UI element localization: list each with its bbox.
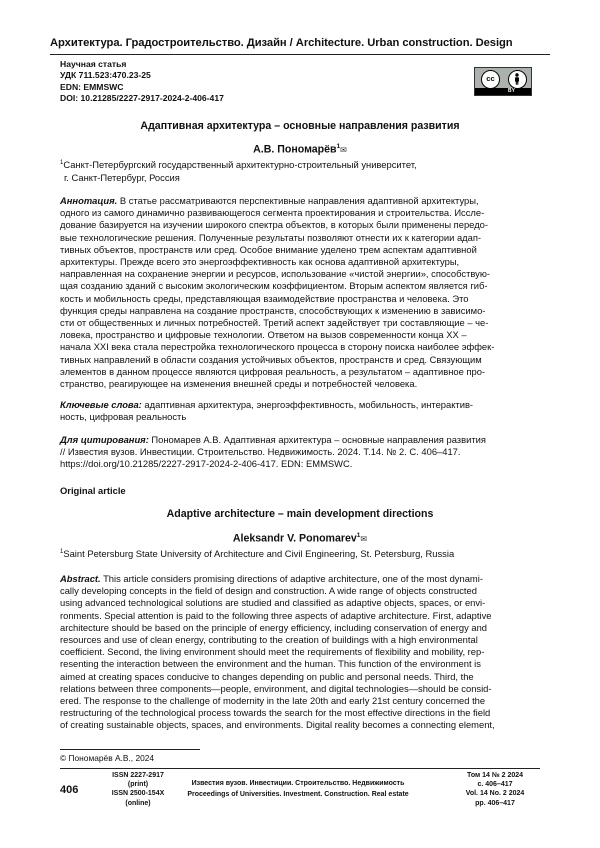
article-meta	[60, 59, 224, 104]
abstract-line: ronments. Special attention is paid to the following three aspects of adaptive architecture. First, adaptive	[60, 609, 492, 621]
abstract-line: функция среды направлена на создание пространств, способствующих к изменению в зависимо-	[60, 304, 486, 316]
issn-online: ISSN 2500-154X	[111, 790, 165, 798]
abstract-line: using advanced technological solutions are studied and classified as adaptive objects, spaces, or envi-	[60, 597, 486, 609]
author-ru	[50, 143, 550, 156]
author-sup-ru: 1	[336, 143, 341, 150]
volume-en: Vol. 14 No. 2 2024	[465, 790, 525, 798]
citation-line[interactable]: https://doi.org/10.21285/2227-2917-2024-2-406-417. EDN: EMMSWC.	[60, 458, 353, 470]
affiliation-en	[60, 546, 454, 561]
article-type-en: Original article	[60, 485, 126, 496]
abstract-line: щая созданию зданий с высоким экологическим коэффициентом. Вторым аспектом является гиб-	[60, 280, 488, 292]
keywords-line: ность, цифровая реальность	[60, 411, 187, 423]
doi[interactable]: DOI: 10.21285/2227-2917-2024-2-406-417	[60, 92, 224, 103]
page-number: 406	[60, 784, 79, 796]
abstract-line: странство, реагирующее на изменения внешней среды и потребностей человека.	[60, 378, 418, 390]
mail-icon[interactable]: ✉	[340, 145, 347, 155]
by-label: BY	[508, 88, 515, 94]
abstract-label-ru: Аннотация.	[60, 195, 118, 206]
abstract-line: дование базируется на изучении широкого спектра объектов, в которых были применены передо-	[60, 219, 488, 231]
abstract-line: тивных объектов, пространств или сред. Особое внимание уделено трем аспектам адаптивной	[60, 243, 477, 255]
footer-rule	[60, 768, 540, 769]
article-title-ru: Адаптивная архитектура – основные направления развития	[140, 120, 460, 132]
author-name-en: Aleksandr V. Ponomarev	[232, 532, 357, 545]
abstract-line: aimed at creating spaces conducive to changes depending on public and personal needs. Third, the	[60, 670, 474, 682]
issn-block	[108, 771, 168, 808]
footnote-rule	[60, 749, 200, 750]
header-rule	[50, 54, 550, 55]
abstract-line: одного из самого динамично развивающегося сегмента проектирования и строительства. Иссле-	[60, 207, 485, 219]
journal-name-ru: Известия вузов. Инвестиции. Строительство. Недвижимость	[191, 780, 405, 787]
keywords-ru	[60, 399, 542, 423]
journal-name-footer	[178, 778, 418, 800]
abstract-line: направленная на сохранение энергии и ресурсов, использование «чистой энергии», способствую-	[60, 268, 490, 280]
abstract-line: начала XXI века стала перестройка технологического процесса в сторону поиска наиболее эффек-	[60, 341, 495, 353]
abstract-line: cally developing concepts in the field of design and construction. A wide range of objects constructed	[60, 585, 477, 597]
author-en	[50, 532, 550, 545]
affil-line1-ru: Санкт-Петербургский государственный архитектурно-строительный университет,	[63, 159, 417, 171]
affil-sup-ru: 1	[60, 160, 64, 166]
author-name-ru: А.В. Пономарёв	[253, 143, 337, 156]
abstract-line: relations between three components—people, environment, and digital technologies—should be consid-	[60, 682, 492, 694]
affil-line2-ru: г. Санкт-Петербург, Россия	[64, 171, 180, 183]
abstract-ru	[60, 195, 542, 390]
abstract-line: resenting the interaction between the environment and the human. This function of the environment is	[60, 658, 481, 670]
issn-online-note: (online)	[125, 799, 151, 807]
abstract-label-en: Abstract.	[60, 573, 101, 584]
abstract-line: architecture should be based on the principle of energy efficiency, including conservation of energy and	[60, 621, 488, 633]
abstract-line: resources and use of clean energy, contributing to the creation of buildings with a high environmental	[60, 634, 478, 646]
volume-ru: Том 14 № 2 2024	[466, 772, 524, 779]
abstract-line: вые технологические решения. Полученные результаты позволяют отнести их к категории адап-	[60, 231, 482, 243]
mail-icon[interactable]: ✉	[360, 534, 368, 544]
abstract-line: of creating sustainable objects, spaces, and environments. Digital reality becomes a connecting element,	[60, 719, 495, 731]
pages-ru: с. 406–417	[477, 781, 513, 789]
abstract-line: restructuring of the technological process towards the search for the most effective directions in the field	[60, 707, 491, 719]
article-type: Научная статья	[60, 59, 127, 69]
cc-by-license-badge[interactable]	[474, 67, 532, 96]
abstract-line: элементов в данном процессе являются цифровая реальность, а результатом – адаптивное про-	[60, 365, 486, 377]
author-sup-en: 1	[356, 532, 361, 539]
citation-line: Пономарев А.В. Адаптивная архитектура – основные направления развития	[148, 434, 486, 445]
affil-line-en: Saint Petersburg State University of Architecture and Civil Engineering, St. Petersburg, Russia	[63, 548, 455, 560]
copyright: © Пономарёв А.В., 2024	[60, 753, 155, 763]
abstract-line: сти от общественных и личных потребностей. Третий аспект задействует три составляющие – че-	[60, 317, 489, 329]
journal-name-en: Proceedings of Universities. Investment. Construction. Real estate	[187, 791, 409, 798]
abstract-line: тивных направлений в области создания устойчивых объектов, пространств и сред. Связующим	[60, 353, 482, 365]
abstract-line: ered. The response to the challenge of modernity in the late 20th and early 21st century concerned the	[60, 695, 486, 707]
keywords-label-ru: Ключевые слова:	[60, 399, 142, 410]
by-strip	[475, 88, 531, 95]
abstract-en	[60, 573, 542, 732]
article-title-en: Adaptive architecture – main development directions	[166, 508, 434, 520]
abstract-line: This article considers promising directions of adaptive architecture, one of the most dynami-	[100, 573, 483, 584]
issn-print: ISSN 2227-2917	[112, 772, 164, 779]
abstract-line: кость и мобильность среды, представляющая взаимодействие пространства и человека. Это	[60, 292, 469, 304]
edn: EDN: EMMSWC	[60, 81, 124, 92]
citation-label-ru: Для цитирования:	[60, 434, 149, 445]
abstract-line: coefficient. Second, the living environment should meet the requirements of flexibility and mobility, rep-	[60, 646, 485, 658]
issn-print-note: (print)	[127, 781, 149, 789]
volume-block	[460, 771, 530, 808]
journal-header: Архитектура. Градостроительство. Дизайн / Architecture. Urban construction. Design	[50, 37, 513, 49]
person-icon	[508, 70, 527, 89]
citation-line: // Известия вузов. Инвестиции. Строительство. Недвижимость. 2024. Т.14. № 2. С. 406–417.	[60, 446, 461, 458]
pages-en: pp. 406–417	[475, 799, 515, 807]
keywords-line: адаптивная архитектура, энергоэффективность, мобильность, интерактив-	[141, 399, 474, 410]
affil-sup-en: 1	[60, 549, 64, 555]
citation-ru	[60, 434, 542, 471]
udk: УДК 711.523:470.23-25	[60, 70, 151, 81]
abstract-line: ловека, пространство и цифровые технологии. Ответом на вызов современности конца XX –	[60, 329, 467, 341]
cc-icon: cc	[481, 70, 500, 89]
affiliation-ru	[60, 157, 417, 184]
abstract-line: В статье рассматриваются перспективные направления адаптивной архитектуры,	[117, 195, 479, 206]
abstract-line: архитектуры. Прежде всего это энергоэффективность как основа адаптивной архитектуры,	[60, 256, 460, 268]
